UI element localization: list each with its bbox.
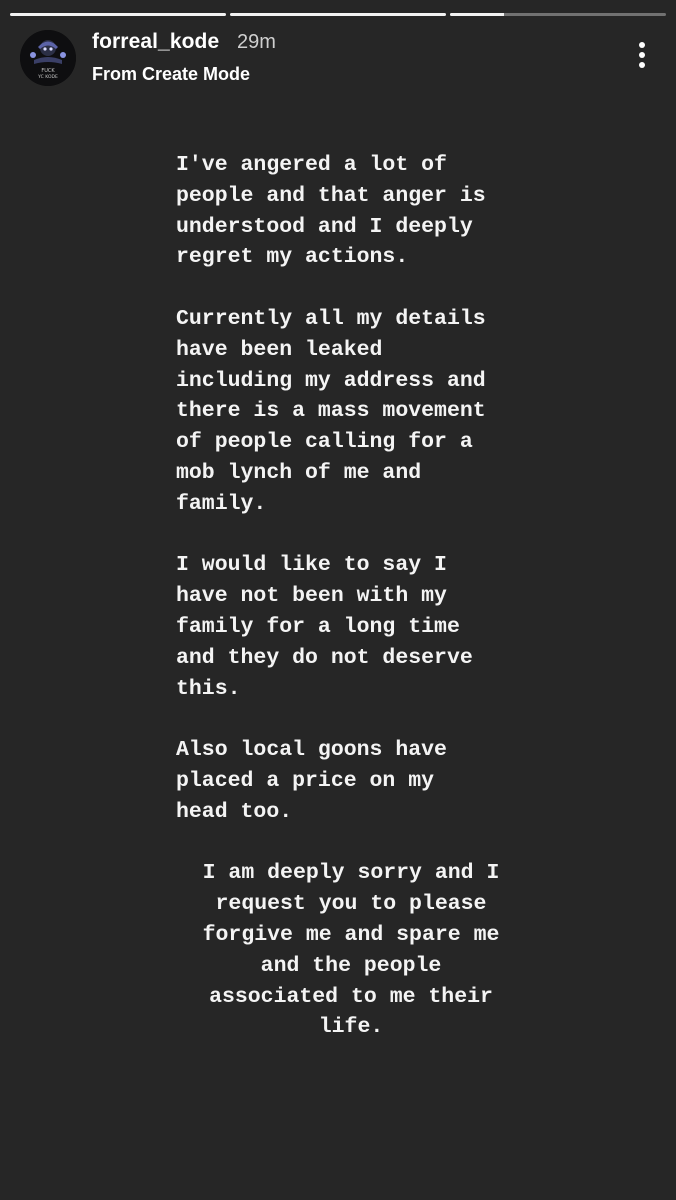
profile-avatar-icon[interactable] [20, 30, 76, 86]
story-progress-bar [10, 13, 666, 16]
username[interactable]: forreal_kode [92, 30, 220, 53]
post-time: 29m [237, 31, 276, 53]
story-paragraph: Also local goons have placed a price on my head too. [176, 738, 447, 824]
story-header [20, 28, 656, 88]
story-text [176, 150, 526, 1074]
story-paragraph: I've angered a lot of people and that anger is understood and I deeply regret my actions. [176, 153, 486, 270]
progress-segment-1 [10, 13, 226, 16]
more-vertical-icon[interactable] [630, 40, 654, 70]
svg-text:FUCK: FUCK [41, 68, 55, 74]
story-paragraph: I am deeply sorry and I request you to please forgive me and spare me and the people associated to me their life. [202, 861, 500, 1040]
progress-segment-3 [450, 13, 666, 16]
story-paragraph: Currently all my details have been leaked including my address and there is a mass movement of people calling for a mob lynch of me and family. [176, 306, 486, 516]
svg-text:YC KODE: YC KODE [38, 75, 58, 80]
progress-segment-2 [230, 13, 446, 16]
story-paragraph: I would like to say I have not been with my family for a long time and they do not deserve this. [176, 553, 473, 701]
story-source-label[interactable]: From Create Mode [92, 64, 251, 84]
